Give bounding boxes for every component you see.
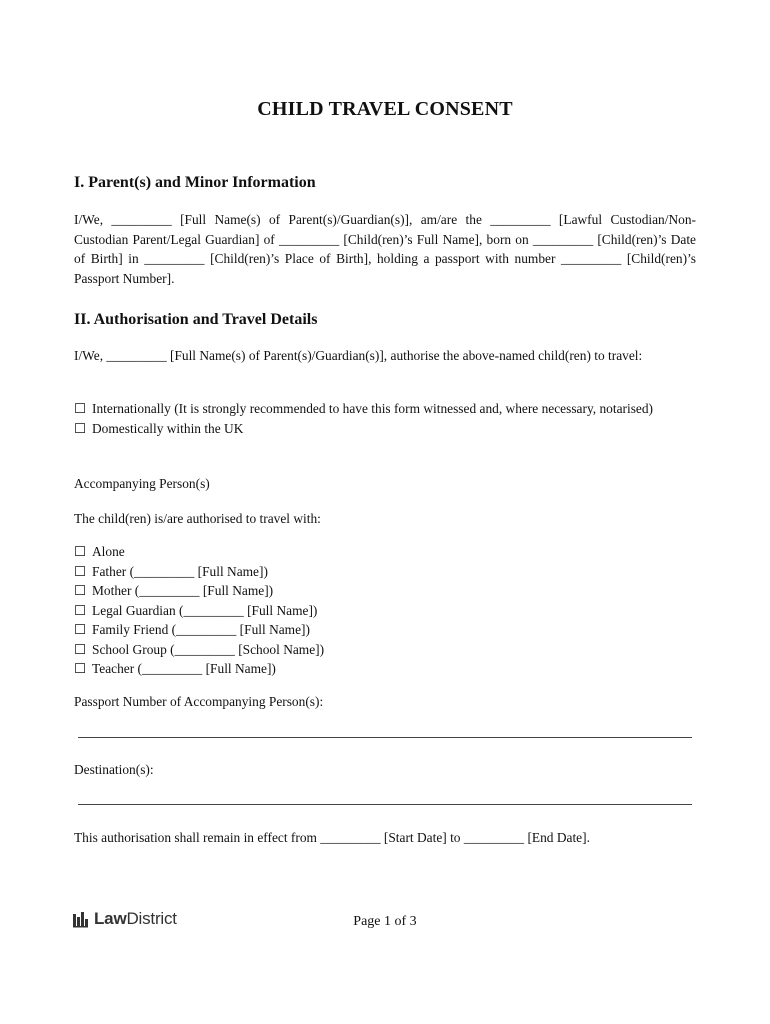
travel-option-international[interactable]: [74, 399, 696, 419]
document-title: CHILD TRAVEL CONSENT: [257, 98, 513, 120]
companion-option[interactable]: [74, 640, 324, 660]
companion-option[interactable]: [74, 542, 324, 562]
accompanying-intro: The child(ren) is/are authorised to travel with:: [74, 511, 321, 526]
checkbox-icon[interactable]: ☐: [74, 661, 87, 676]
travel-option-domestic-label: Domestically within the UK: [92, 420, 244, 436]
checkbox-icon[interactable]: ☐: [74, 544, 87, 559]
page-number: Page 1 of 3: [353, 914, 417, 929]
companion-option[interactable]: [74, 659, 324, 679]
destination-label: Destination(s):: [74, 762, 154, 777]
companion-option[interactable]: [74, 581, 324, 601]
checkbox-icon[interactable]: ☐: [74, 420, 87, 436]
section2-paragraph: I/We, _________ [Full Name(s) of Parent(s)/Guardian(s)], authorise the above-named child(ren) to travel:: [74, 348, 643, 363]
checkbox-icon[interactable]: ☐: [74, 622, 87, 637]
companion-label: Mother (_________ [Full Name]): [92, 583, 274, 598]
section2-heading: II. Authorisation and Travel Details: [74, 311, 318, 328]
companion-option[interactable]: [74, 620, 324, 640]
passport-label: Passport Number of Accompanying Person(s):: [74, 694, 324, 709]
checkbox-icon[interactable]: ☐: [74, 602, 87, 618]
effect-text: This authorisation shall remain in effect from _________ [Start Date] to _________ [End Date].: [74, 830, 590, 845]
companion-label: Father (_________ [Full Name]): [92, 563, 268, 579]
companion-option[interactable]: [74, 601, 324, 621]
companion-list: [74, 542, 324, 679]
logo-text: LawDistrict: [94, 909, 177, 928]
checkbox-icon[interactable]: ☐: [74, 401, 87, 416]
accompanying-heading: Accompanying Person(s): [74, 476, 210, 491]
passport-input-line[interactable]: [78, 737, 692, 738]
travel-option-international-label: Internationally (It is strongly recommended to have this form witnessed and, where necessary, notarised): [92, 401, 654, 416]
destination-input-line[interactable]: [78, 804, 692, 805]
companion-label: Family Friend (_________ [Full Name]): [92, 622, 310, 637]
companion-label: Alone: [92, 544, 125, 559]
section1-paragraph: I/We, _________ [Full Name(s) of Parent(s)/Guardian(s)], am/are the _________ [Lawful Custodian/Non-Custodian Parent/Legal Guardian] of _________ [Child(ren)’s Full Name], born on _________ [Child(ren)’s Date of Birth] in _________ [Child(ren)’s Place of Birth], holding a passport with number _________ [Child(ren)’s Passport Number].: [74, 212, 696, 286]
travel-option-domestic[interactable]: [74, 419, 696, 439]
companion-label: Legal Guardian (_________ [Full Name]): [92, 602, 318, 618]
checkbox-icon[interactable]: ☐: [74, 641, 87, 657]
companion-label: School Group (_________ [School Name]): [92, 641, 325, 657]
companion-option[interactable]: [74, 562, 324, 582]
section1-heading: I. Parent(s) and Minor Information: [74, 174, 316, 191]
travel-options-list: [74, 399, 696, 438]
checkbox-icon[interactable]: ☐: [74, 583, 87, 598]
companion-label: Teacher (_________ [Full Name]): [92, 661, 276, 676]
checkbox-icon[interactable]: ☐: [74, 563, 87, 579]
